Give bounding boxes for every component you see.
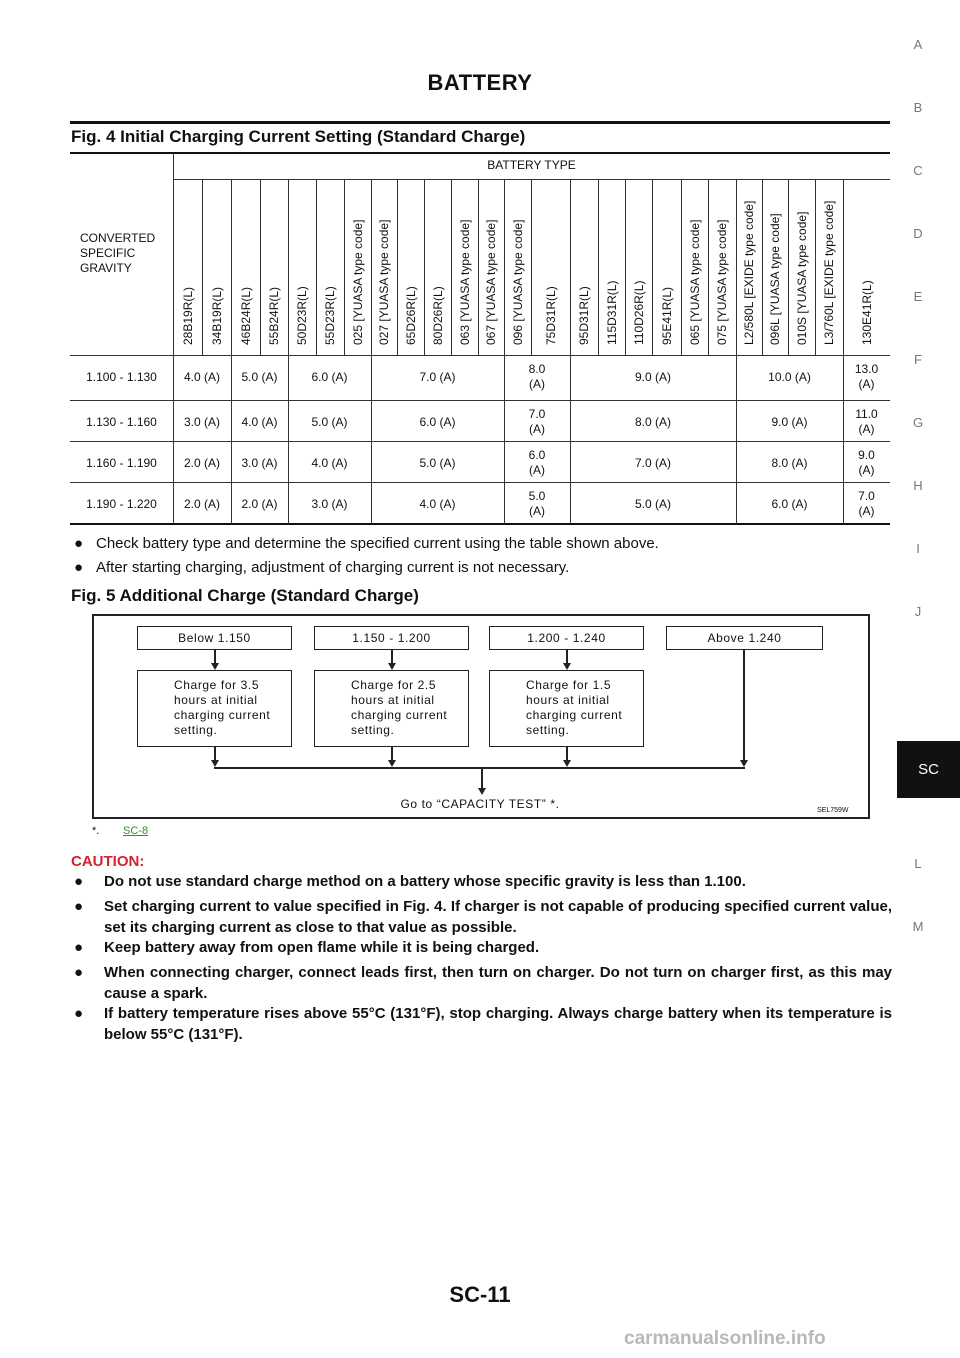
gravity-above-1240-box: Above 1.240 bbox=[666, 626, 823, 650]
charge-25-hours-box: Charge for 2.5 hours at initial charging current setting. bbox=[314, 670, 469, 747]
charge-35-hours-box: Charge for 3.5 hours at initial charging current setting. bbox=[137, 670, 292, 747]
type-col-rule bbox=[316, 179, 317, 356]
arrow-down-icon bbox=[563, 760, 571, 767]
current-cell: 4.0 (A) bbox=[183, 370, 220, 384]
type-col-rule bbox=[424, 179, 425, 356]
index-letter-j[interactable]: J bbox=[914, 604, 922, 619]
value-col-rule bbox=[570, 356, 571, 524]
index-letter-a[interactable]: A bbox=[913, 37, 923, 52]
gravity-1200-1240-box: 1.200 - 1.240 bbox=[489, 626, 644, 650]
type-col-rule bbox=[531, 179, 532, 356]
gravity-below-1150-box: Below 1.150 bbox=[137, 626, 292, 650]
arrow-down-icon bbox=[211, 760, 219, 767]
type-col-rule bbox=[231, 179, 232, 356]
type-col-rule bbox=[397, 179, 398, 356]
arrow-down-icon bbox=[388, 760, 396, 767]
table-header-rule bbox=[70, 355, 890, 356]
figure-code: SEL759W bbox=[817, 807, 849, 814]
bullet-icon: ● bbox=[74, 535, 84, 552]
arrow-down-icon bbox=[740, 760, 748, 767]
bullet-icon: ● bbox=[74, 873, 84, 890]
index-letter-l[interactable]: L bbox=[914, 856, 922, 871]
battery-type-label: L3/760L [EXIDE type code] bbox=[822, 200, 836, 345]
battery-type-label: 34B19R(L) bbox=[209, 286, 224, 345]
battery-type-label: 46B24R(L) bbox=[238, 286, 253, 345]
type-col-rule bbox=[371, 179, 372, 356]
current-cell: 4.0 (A) bbox=[241, 415, 278, 429]
caution-item: ● Set charging current to value specified in Fig. 4. If charger is not capable of producing specified current value, set its charging current as close to that value as possible. bbox=[74, 898, 892, 936]
current-cell: 13.0 (A) bbox=[854, 362, 879, 391]
current-cell: 5.0 (A) bbox=[528, 489, 546, 518]
battery-type-label: 027 [YUASA type code] bbox=[377, 219, 391, 345]
merge-line bbox=[214, 767, 745, 769]
bullet-icon: ● bbox=[74, 939, 84, 956]
type-col-rule bbox=[570, 179, 571, 356]
list-item: ● After starting charging, adjustment of charging current is not necessary. bbox=[74, 559, 570, 576]
current-cell: 5.0 (A) bbox=[419, 456, 456, 470]
current-cell: 3.0 (A) bbox=[241, 456, 278, 470]
current-cell: 9.0 (A) bbox=[771, 415, 808, 429]
type-col-rule bbox=[288, 179, 289, 356]
type-col-rule bbox=[652, 179, 653, 356]
type-col-rule bbox=[708, 179, 709, 356]
current-cell: 6.0 (A) bbox=[419, 415, 456, 429]
flow-connector bbox=[391, 650, 393, 663]
type-col-rule bbox=[762, 179, 763, 356]
type-col-rule bbox=[478, 179, 479, 356]
flow-connector bbox=[391, 747, 393, 761]
battery-type-label: 063 [YUASA type code] bbox=[457, 219, 472, 345]
table-row-rule bbox=[70, 482, 890, 483]
current-cell: 8.0 (A) bbox=[634, 415, 671, 429]
current-cell: 6.0 (A) bbox=[771, 497, 808, 511]
type-col-rule bbox=[598, 179, 599, 356]
battery-type-label: 096 [YUASA type code] bbox=[510, 219, 525, 345]
index-letter-c[interactable]: C bbox=[913, 163, 923, 178]
watermark: carmanualsonline.info bbox=[624, 1328, 826, 1349]
type-col-rule bbox=[815, 179, 816, 356]
battery-type-label: 55B24R(L) bbox=[267, 286, 281, 345]
type-col-rule bbox=[202, 179, 203, 356]
current-cell: 2.0 (A) bbox=[183, 456, 220, 470]
type-col-rule bbox=[625, 179, 626, 356]
current-cell: 5.0 (A) bbox=[634, 497, 671, 511]
flow-connector bbox=[214, 747, 216, 761]
caution-title: CAUTION: bbox=[71, 853, 145, 870]
table-top-rule bbox=[70, 152, 890, 154]
value-col-rule bbox=[288, 356, 289, 524]
page-number: SC-11 bbox=[449, 1282, 511, 1307]
gravity-1150-1200-box: 1.150 - 1.200 bbox=[314, 626, 469, 650]
current-cell: 3.0 (A) bbox=[311, 497, 348, 511]
gravity-cell: 1.130 - 1.160 bbox=[86, 415, 157, 429]
battery-type-label: L2/580L [EXIDE type code] bbox=[742, 200, 756, 345]
current-cell: 10.0 (A) bbox=[768, 370, 811, 384]
current-cell: 3.0 (A) bbox=[183, 415, 220, 429]
battery-type-label: 130E41R(L) bbox=[859, 280, 874, 345]
current-cell: 9.0 (A) bbox=[634, 370, 671, 384]
bullet-icon: ● bbox=[74, 898, 84, 915]
battery-type-label: 075 [YUASA type code] bbox=[715, 219, 729, 345]
list-item: ● Check battery type and determine the specified current using the table shown above. bbox=[74, 535, 659, 552]
value-col-rule bbox=[231, 356, 232, 524]
battery-type-header: BATTERY TYPE bbox=[487, 158, 576, 172]
bullet-icon: ● bbox=[74, 559, 84, 576]
value-col-rule bbox=[371, 356, 372, 524]
flow-connector bbox=[214, 650, 216, 663]
battery-type-label: 28B19R(L) bbox=[180, 286, 195, 345]
battery-type-label: 067 [YUASA type code] bbox=[484, 219, 498, 345]
current-cell: 4.0 (A) bbox=[311, 456, 348, 470]
current-cell: 7.0 (A) bbox=[634, 456, 671, 470]
gravity-cell: 1.100 - 1.130 bbox=[86, 370, 157, 384]
current-cell: 7.0 (A) bbox=[419, 370, 456, 384]
index-letter-h[interactable]: H bbox=[913, 478, 923, 493]
arrow-down-icon bbox=[211, 663, 219, 670]
arrow-down-icon bbox=[478, 788, 486, 795]
battery-type-label: 115D31R(L) bbox=[604, 280, 619, 345]
charge-15-hours-box: Charge for 1.5 hours at initial charging current setting. bbox=[489, 670, 644, 747]
header-rule bbox=[70, 121, 890, 124]
current-cell: 5.0 (A) bbox=[241, 370, 278, 384]
arrow-down-icon bbox=[388, 663, 396, 670]
battery-type-label: 010S [YUASA type code] bbox=[794, 211, 809, 345]
current-cell: 7.0 (A) bbox=[528, 407, 546, 436]
current-cell: 4.0 (A) bbox=[419, 497, 456, 511]
current-cell: 8.0 (A) bbox=[771, 456, 808, 470]
current-cell: 7.0 (A) bbox=[858, 489, 875, 518]
current-cell: 2.0 (A) bbox=[241, 497, 278, 511]
table-bottom-rule bbox=[70, 523, 890, 525]
caution-item: ● When connecting charger, connect leads first, then turn on charger. Do not turn on charger first, as this may cause a spark. bbox=[74, 964, 892, 1002]
flow-connector bbox=[566, 650, 568, 663]
battery-type-label: 50D23R(L) bbox=[295, 286, 309, 345]
type-col-rule bbox=[681, 179, 682, 356]
value-col-rule bbox=[504, 356, 505, 524]
type-col-rule bbox=[843, 179, 844, 356]
caution-item: ● If battery temperature rises above 55°C (131°F), stop charging. Always charge battery when its temperature is below 55°C (131°F). bbox=[74, 1005, 892, 1043]
flow-connector bbox=[566, 747, 568, 761]
battery-type-label: 025 [YUASA type code] bbox=[350, 219, 365, 345]
page-title: BATTERY bbox=[427, 70, 533, 95]
battery-type-label: 096L [YUASA type code] bbox=[768, 213, 782, 345]
index-letter-i[interactable]: I bbox=[916, 541, 920, 556]
gravity-header: CONVERTED SPECIFIC GRAVITY bbox=[80, 231, 156, 275]
current-cell: 11.0 (A) bbox=[855, 407, 878, 436]
value-col-rule bbox=[843, 356, 844, 524]
index-letter-e[interactable]: E bbox=[913, 289, 923, 304]
caution-item: ● Do not use standard charge method on a battery whose specific gravity is less than 1.100. bbox=[74, 873, 746, 890]
battery-type-label: 55D23R(L) bbox=[323, 286, 337, 345]
current-cell: 5.0 (A) bbox=[311, 415, 348, 429]
index-letter-g[interactable]: G bbox=[912, 415, 924, 430]
footnote-mark: *. bbox=[92, 825, 100, 837]
battery-type-label: 95E41R(L) bbox=[659, 286, 674, 345]
battery-type-label: 065 [YUASA type code] bbox=[687, 219, 702, 345]
type-col-rule bbox=[788, 179, 789, 356]
fig5-title: Fig. 5 Additional Charge (Standard Charge) bbox=[71, 586, 419, 605]
type-col-rule bbox=[736, 179, 737, 356]
type-col-rule bbox=[451, 179, 452, 356]
fig4-title: Fig. 4 Initial Charging Current Setting (Standard Charge) bbox=[71, 127, 526, 146]
gravity-cell: 1.190 - 1.220 bbox=[86, 497, 157, 511]
index-letter-d[interactable]: D bbox=[913, 226, 923, 241]
battery-type-label: 80D26R(L) bbox=[430, 286, 445, 345]
bullet-icon: ● bbox=[74, 1005, 84, 1022]
flow-connector bbox=[481, 768, 483, 790]
current-cell: 6.0 (A) bbox=[528, 448, 546, 477]
battery-type-label: 110D26R(L) bbox=[631, 280, 646, 345]
flow-connector bbox=[743, 650, 745, 761]
bullet-icon: ● bbox=[74, 964, 84, 981]
current-cell: 8.0 (A) bbox=[528, 362, 546, 391]
type-col-rule bbox=[504, 179, 505, 356]
value-col-rule bbox=[736, 356, 737, 524]
footnote-link-sc8[interactable]: SC-8 bbox=[123, 825, 149, 837]
battery-type-label: 75D31R(L) bbox=[543, 286, 558, 345]
table-row-rule bbox=[70, 400, 890, 401]
arrow-down-icon bbox=[563, 663, 571, 670]
index-letter-f[interactable]: F bbox=[914, 352, 922, 367]
goto-capacity-test: Go to “CAPACITY TEST” *. bbox=[400, 797, 560, 811]
caution-item: ● Keep battery away from open flame while it is being charged. bbox=[74, 939, 540, 956]
type-col-rule bbox=[344, 179, 345, 356]
index-letter-b[interactable]: B bbox=[913, 100, 923, 115]
battery-type-label: 65D26R(L) bbox=[403, 286, 418, 345]
index-letter-m[interactable]: M bbox=[912, 919, 924, 934]
current-cell: 9.0 (A) bbox=[858, 448, 875, 477]
battery-type-label: 95D31R(L) bbox=[577, 286, 591, 345]
current-cell: 6.0 (A) bbox=[311, 370, 348, 384]
index-tab-sc-active[interactable]: SC bbox=[897, 741, 960, 798]
type-col-rule bbox=[260, 179, 261, 356]
current-cell: 2.0 (A) bbox=[183, 497, 220, 511]
gravity-cell: 1.160 - 1.190 bbox=[86, 456, 157, 470]
table-row-rule bbox=[70, 441, 890, 442]
